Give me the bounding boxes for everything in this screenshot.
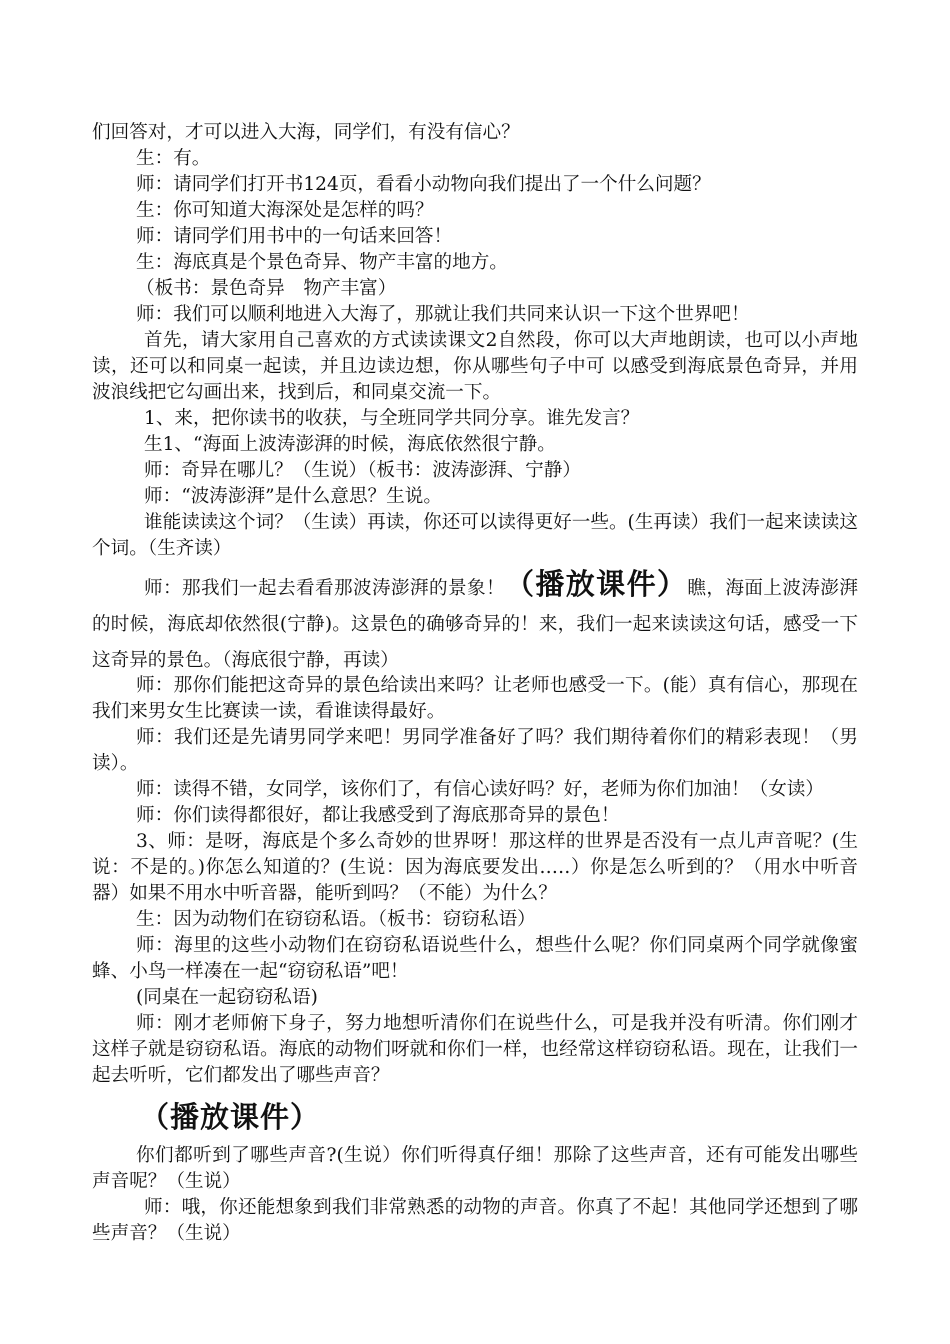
paragraph: 师：奇异在哪儿？（生说）（板书：波涛澎湃、宁静）: [144, 460, 581, 481]
paragraph: 生：你可知道大海深处是怎样的吗？: [136, 200, 434, 221]
paragraph: 师：那你们能把这奇异的景色给读出来吗？让老师也感受一下。(能）真有信心，那现在我们来男女生比赛读一读，看谁读得最好。: [92, 675, 858, 722]
paragraph: 师：“波涛澎湃”是什么意思？生说。: [144, 486, 442, 507]
mixed-before: 师：那我们一起去看看那波涛澎湃的景象！: [144, 578, 505, 599]
document-page: [92, 120, 858, 1247]
paragraph: 生：因为动物们在窃窃私语。（板书：窃窃私语）: [136, 909, 536, 930]
paragraph: 师：海里的这些小动物们在窃窃私语说些什么，想些什么呢？你们同桌两个同学就像蜜蜂、小鸟一样凑在一起“窃窃私语”吧！: [92, 935, 858, 982]
play-courseware-heading: （播放课件）: [140, 1100, 321, 1134]
paragraph: 你们都听到了哪些声音?(生说）你们听得真仔细！那除了这些声音，还有可能发出哪些声音呢？（生说）: [92, 1145, 858, 1192]
paragraph: 师：我们还是先请男同学来吧！男同学准备好了吗？我们期待着你们的精彩表现！（男读）。: [92, 727, 858, 774]
paragraph: (同桌在一起窃窃私语): [136, 987, 318, 1008]
paragraph-with-highlight: [92, 566, 858, 679]
paragraph: 师：请同学们打开书124页，看看小动物向我们提出了一个什么问题？: [136, 174, 711, 195]
paragraph: 师：我们可以顺利地进入大海了，那就让我们共同来认识一下这个世界吧！: [136, 304, 750, 325]
play-courseware-highlight: （播放课件）: [504, 567, 688, 601]
paragraph: 们回答对，才可以进入大海，同学们，有没有信心？: [92, 122, 520, 143]
paragraph: 师：你们读得都很好，都让我感受到了海底那奇异的景色！: [136, 805, 620, 826]
paragraph: 生：海底真是个景色奇异、物产丰富的地方。: [136, 252, 508, 273]
paragraph: 生1、“海面上波涛澎湃的时候，海底依然很宁静。: [144, 434, 556, 455]
paragraph: 师：读得不错，女同学，该你们了，有信心读好吗？好，老师为你们加油！（女读）: [136, 779, 824, 800]
paragraph: 3、师：是呀，海底是个多么奇妙的世界呀！那这样的世界是否没有一点儿声音呢？(生说：不是的。)你怎么知道的？(生说：因为海底要发出…‥）你是怎么听到的？（用水中听音器）如果不用水中听音器，能听到吗？（不能）为什么？: [92, 831, 858, 904]
paragraph: 首先，请大家用自己喜欢的方式读读课文2自然段，你可以大声地朗读，也可以小声地读，还可以和同桌一起读，并且边读边想，你从哪些句子中可 以感受到海底景色奇异，并用波浪线把它勾画出来，找到后，和同桌交流一下。: [92, 330, 858, 403]
paragraph: 1、来，把你读书的收获，与全班同学共同分享。谁先发言？: [144, 408, 640, 429]
paragraph: 师：哦，你还能想象到我们非常熟悉的动物的声音。你真了不起！其他同学还想到了哪些声音？（生说）: [92, 1197, 858, 1244]
paragraph: 师：请同学们用书中的一句话来回答！: [136, 226, 453, 247]
paragraph: 谁能读读这个词？（生读）再读，你还可以读得更好一些。(生再读）我们一起来读读这个词。（生齐读）: [92, 512, 858, 559]
mixed-after: 瞧，海面上波涛澎湃的时候，海底却依然很(宁静)。这景色的确够奇异的！来，我们一起来读读这句话，感受一下这奇异的景色。（海底很宁静，再读）: [92, 578, 858, 671]
paragraph: 生：有。: [136, 148, 211, 169]
board-note: （板书：景色奇异 物产丰富）: [136, 278, 397, 299]
paragraph: 师：刚才老师俯下身子，努力地想听清你们在说些什么，可是我并没有听清。你们刚才这样子就是窃窃私语。海底的动物们呀就和你们一样，也经常这样窃窃私语。现在，让我们一起去听听，它们都发出了哪些声音？: [92, 1013, 858, 1086]
